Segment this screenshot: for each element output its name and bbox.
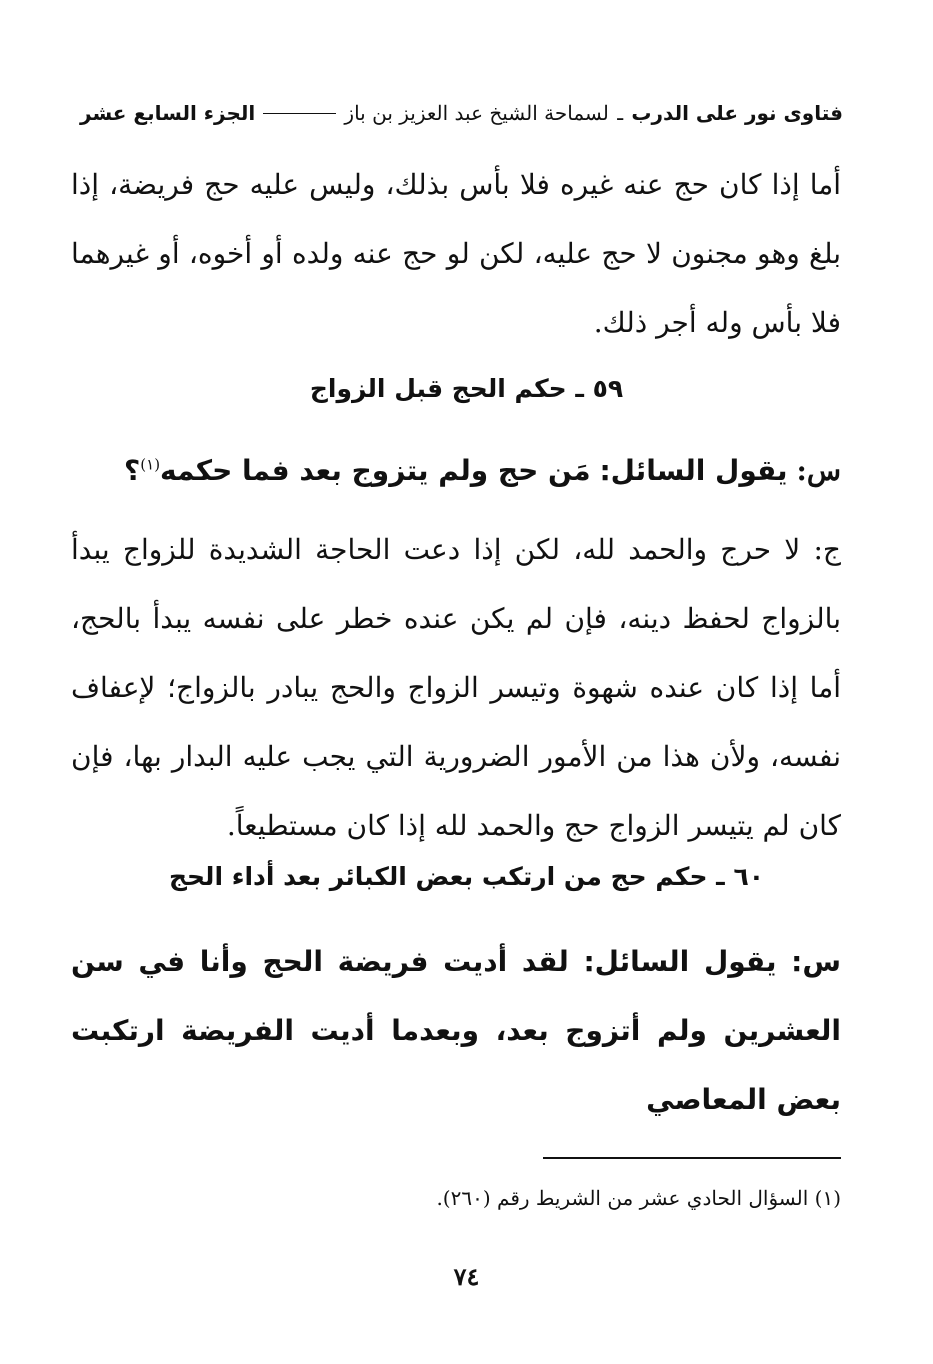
section-59-answer: ج: لا حرج والحمد لله، لكن إذا دعت الحاجة الشديدة للزواج يبدأ بالزواج لحفظ دينه، فإن لم يكن عنده خطر على نفسه يبدأ بالحج، أما إذا كان عنده شهوة وتيسر الزواج والحج يبادر بالزواج؛ لإعفاف نفسه، ولأن هذا من الأمور الضرورية التي يجب عليه البدار بها، فإن كان لم يتيسر الزواج حج والحمد لله إذا كان مستطيعاً. xyxy=(71,533,841,842)
question-text: مَن حج ولم يتزوج بعد فما حكمه xyxy=(160,454,591,487)
question-label: س: xyxy=(791,945,841,978)
question-text: لقد أديت فريضة الحج وأنا في سن العشرين ولم أتزوج بعد، وبعدما أديت الفريضة ارتكبت بعض المعاصي xyxy=(71,945,841,1116)
header-separator: ـ xyxy=(617,101,624,125)
intro-paragraph: أما إذا كان حج عنه غيره فلا بأس بذلك، وليس عليه حج فريضة، إذا بلغ وهو مجنون لا حج عليه، لكن لو حج عنه ولده أو أخوه، أو غيرهما فلا بأس وله أجر ذلك. xyxy=(71,168,841,339)
footnote-1: (١) السؤال الحادي عشر من الشريط رقم (٢٦٠). xyxy=(436,1186,841,1210)
page-number: ٧٤ xyxy=(453,1262,480,1291)
header-book-author xyxy=(344,101,843,125)
section-59-question xyxy=(71,436,841,505)
question-intro: يقول السائل: xyxy=(583,945,777,978)
header-book-title: فتاوى نور على الدرب xyxy=(631,101,843,125)
running-header xyxy=(80,96,843,130)
footnote-divider xyxy=(543,1157,841,1159)
section-60-heading: ٦٠ ـ حكم حج من ارتكب بعض الكبائر بعد أداء الحج xyxy=(169,862,764,891)
section-59-heading: ٥٩ ـ حكم الحج قبل الزواج xyxy=(309,374,624,403)
section-60-question xyxy=(71,927,841,1134)
header-volume: الجزء السابع عشر xyxy=(80,101,256,125)
question-mark: ؟ xyxy=(124,454,141,487)
question-label: س: xyxy=(796,454,841,487)
question-intro: يقول السائل: xyxy=(599,454,788,487)
header-rule xyxy=(263,113,336,114)
header-author: لسماحة الشيخ عبد العزيز بن باز xyxy=(344,101,609,125)
footnote-reference[interactable]: (١) xyxy=(140,455,161,474)
